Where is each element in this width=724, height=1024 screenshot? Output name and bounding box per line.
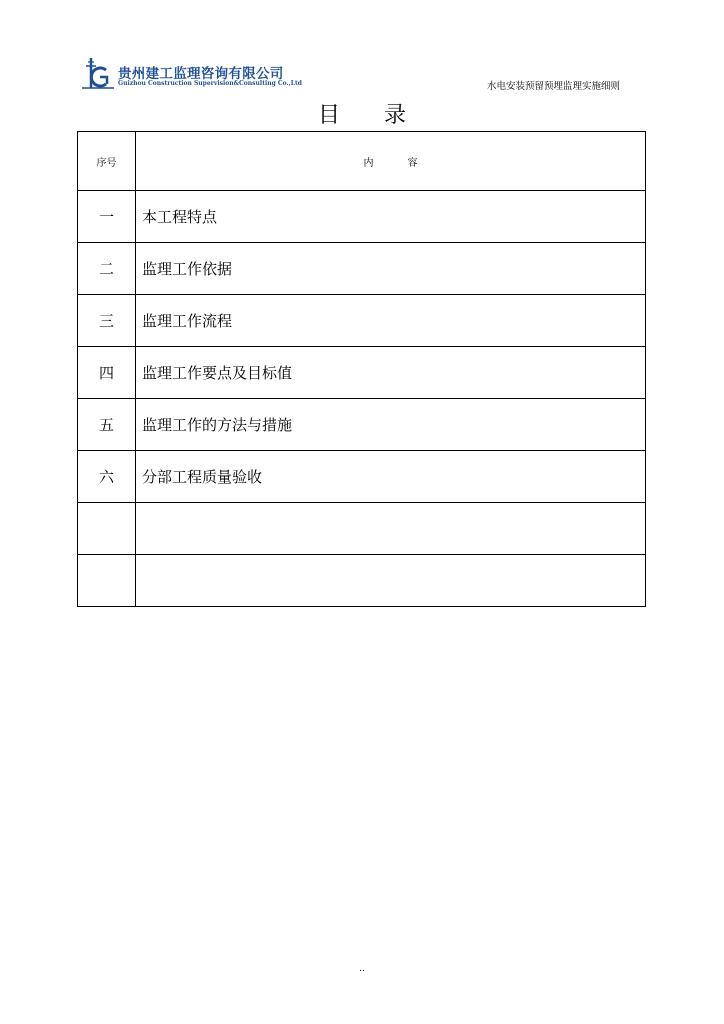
document-subject: 水电安装预留预埋监理实施细则 bbox=[486, 81, 620, 92]
table-row bbox=[78, 399, 646, 451]
table-row bbox=[78, 555, 646, 607]
table-row bbox=[78, 347, 646, 399]
company-logo-icon bbox=[82, 56, 114, 90]
row-content: 分部工程质量验收 bbox=[136, 451, 646, 503]
row-number: 二 bbox=[78, 243, 136, 295]
row-number: 一 bbox=[78, 191, 136, 243]
row-content: 监理工作流程 bbox=[136, 295, 646, 347]
company-logo bbox=[82, 56, 302, 92]
row-content: 监理工作的方法与措施 bbox=[136, 399, 646, 451]
row-content bbox=[136, 555, 646, 607]
title-part-2: 录 bbox=[384, 103, 407, 128]
page-footer-mark: .. bbox=[359, 964, 365, 974]
header-content-part-1: 内 bbox=[363, 157, 374, 169]
table-row bbox=[78, 191, 646, 243]
table-row bbox=[78, 295, 646, 347]
row-number bbox=[78, 555, 136, 607]
row-content: 监理工作依据 bbox=[136, 243, 646, 295]
row-content: 监理工作要点及目标值 bbox=[136, 347, 646, 399]
page-title bbox=[0, 98, 724, 129]
header-content-cell bbox=[136, 132, 646, 191]
row-number: 六 bbox=[78, 451, 136, 503]
table-row bbox=[78, 451, 646, 503]
table-header-row bbox=[78, 132, 646, 191]
row-number: 五 bbox=[78, 399, 136, 451]
table-of-contents bbox=[77, 131, 646, 607]
row-content bbox=[136, 503, 646, 555]
title-part-1: 目 bbox=[317, 103, 340, 128]
company-name-cn: 贵州建工监理咨询有限公司 bbox=[118, 66, 284, 82]
header-num-cell: 序号 bbox=[78, 132, 136, 191]
table-row bbox=[78, 243, 646, 295]
row-number bbox=[78, 503, 136, 555]
row-number: 三 bbox=[78, 295, 136, 347]
header-content-part-2: 容 bbox=[407, 157, 418, 169]
company-name-en: Guizhou Construction Supervision&Consulting Co.,Ltd bbox=[118, 80, 302, 87]
row-number: 四 bbox=[78, 347, 136, 399]
row-content: 本工程特点 bbox=[136, 191, 646, 243]
table-row bbox=[78, 503, 646, 555]
